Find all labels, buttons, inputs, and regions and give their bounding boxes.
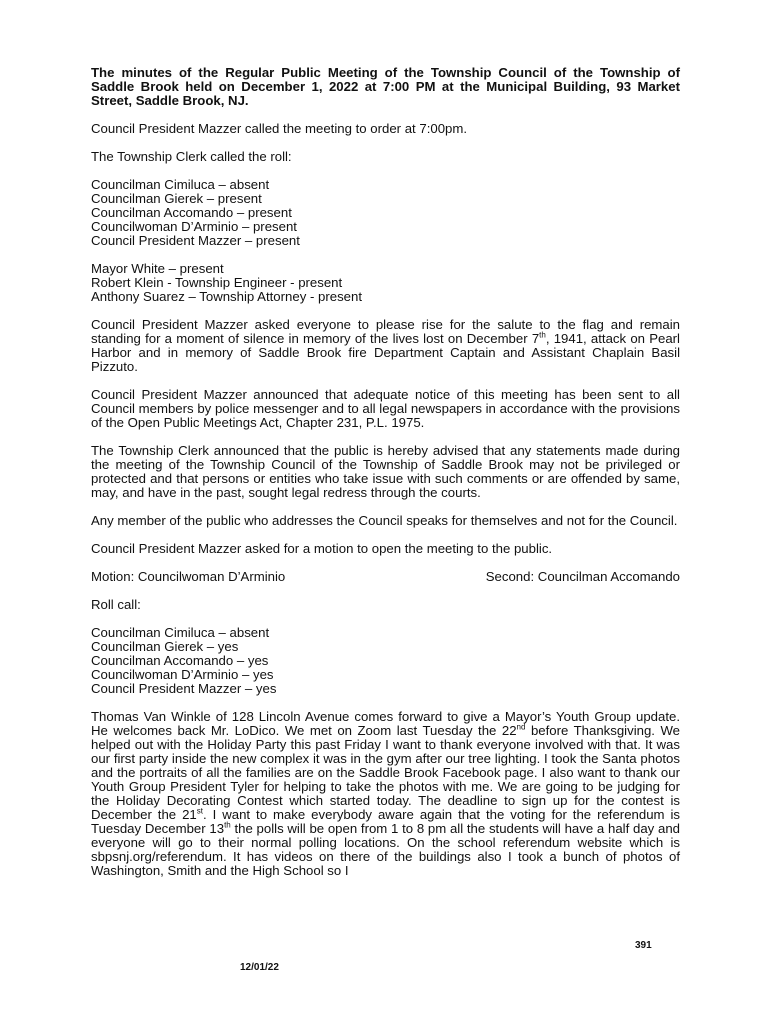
roll-entry: Councilwoman D’Arminio – yes [91,667,274,682]
vw-text-d: the polls will be open from 1 to 8 pm all the students will have a half day and everyone will go to their normal polling locations. On the school referendum website which is sbpsnj.org/referendum. It has videos on there of the buildings also I took a bunch of photos of Washington, Smith and the High School so I [91,821,680,878]
roll-entry: Councilman Cimiluca – absent [91,177,270,192]
vw-sup-2: st [196,806,203,816]
roll-entry: Councilman Gierek – present [91,191,262,206]
roll-entry: Councilman Accomando – yes [91,653,269,668]
motion-row [91,570,680,584]
roll-entry: Councilman Accomando – present [91,205,292,220]
roll-entry: Council President Mazzer – present [91,233,300,248]
call-to-order: Council President Mazzer called the meeting to order at 7:00pm. [91,121,468,136]
second-text: Second: Councilman Accomando [485,569,680,584]
van-winkle-paragraph [91,710,680,878]
page-number: 391 [635,940,652,951]
document-title: The minutes of the Regular Public Meeting of the Township Council of the Township of Saddle Brook held on December 1, 2022 at 7:00 PM at the Municipal Building, 93 Market Street, Saddle Brook, NJ. [91,65,680,108]
officials-list [91,262,680,304]
motion-text: Motion: Councilwoman D’Arminio [91,569,286,584]
salute-text-b: , 1941, attack on Pearl Harbor and in memory of Saddle Brook fire Department Captain and Assistant Chaplain Basil Pizzuto. [91,331,680,374]
footer-date: 12/01/22 [240,962,279,973]
salute-paragraph [91,318,680,374]
roll-entry: Councilman Cimiluca – absent [91,625,270,640]
roll-call-label: Roll call: [91,597,141,612]
roll-list-2 [91,626,680,696]
public-note: Any member of the public who addresses the Council speaks for themselves and not for the Council. [91,513,678,528]
motion-intro: Council President Mazzer asked for a motion to open the meeting to the public. [91,541,553,556]
roll-entry: Councilman Gierek – yes [91,639,239,654]
advisory-paragraph: The Township Clerk announced that the public is hereby advised that any statements made during the meeting of the Township Council of the Township of Saddle Brook may not be privileged or protected and that persons or entities who take issue with such comments or are offended by same, may, and have in the past, sought legal redress through the courts. [91,443,680,500]
roll-entry: Councilwoman D’Arminio – present [91,219,297,234]
official-entry: Anthony Suarez – Township Attorney - present [91,289,362,304]
vw-text-a: Thomas Van Winkle of 128 Lincoln Avenue comes forward to give a Mayor’s Youth Group update. He welcomes back Mr. LoDico. We met on Zoom last Tuesday the 22 [91,709,680,738]
roll-entry: Council President Mazzer – yes [91,681,277,696]
salute-sup: th [539,330,546,340]
roll-list-1 [91,178,680,248]
vw-sup-1: nd [516,722,526,732]
minutes-page [91,66,680,892]
salute-text-a: Council President Mazzer asked everyone to please rise for the salute to the flag and remain standing for a moment of silence in memory of the lives lost on December 7 [91,317,680,346]
vw-text-c: . I want to make everybody aware again that the voting for the referendum is Tuesday December 13 [91,807,680,836]
roll-intro: The Township Clerk called the roll: [91,149,292,164]
official-entry: Mayor White – present [91,261,224,276]
vw-text-b: before Thanksgiving. We helped out with the Holiday Party this past Friday I want to thank everyone involved with that. It was our first party inside the new complex it was in the gym after our tree lighting. I took the Santa photos and the portraits of all the families are on the Saddle Brook Facebook page. I also want to thank our Youth Group President Tyler for helping to take the photos with me. We are going to be judging for the Holiday Decorating Contest which started today. The deadline to sign up for the contest is December the 21 [91,723,680,822]
notice-paragraph: Council President Mazzer announced that adequate notice of this meeting has been sent to all Council members by police messenger and to all legal newspapers in accordance with the provisions of the Open Public Meetings Act, Chapter 231, P.L. 1975. [91,387,680,430]
vw-sup-3: th [224,820,231,830]
official-entry: Robert Klein - Township Engineer - present [91,275,343,290]
